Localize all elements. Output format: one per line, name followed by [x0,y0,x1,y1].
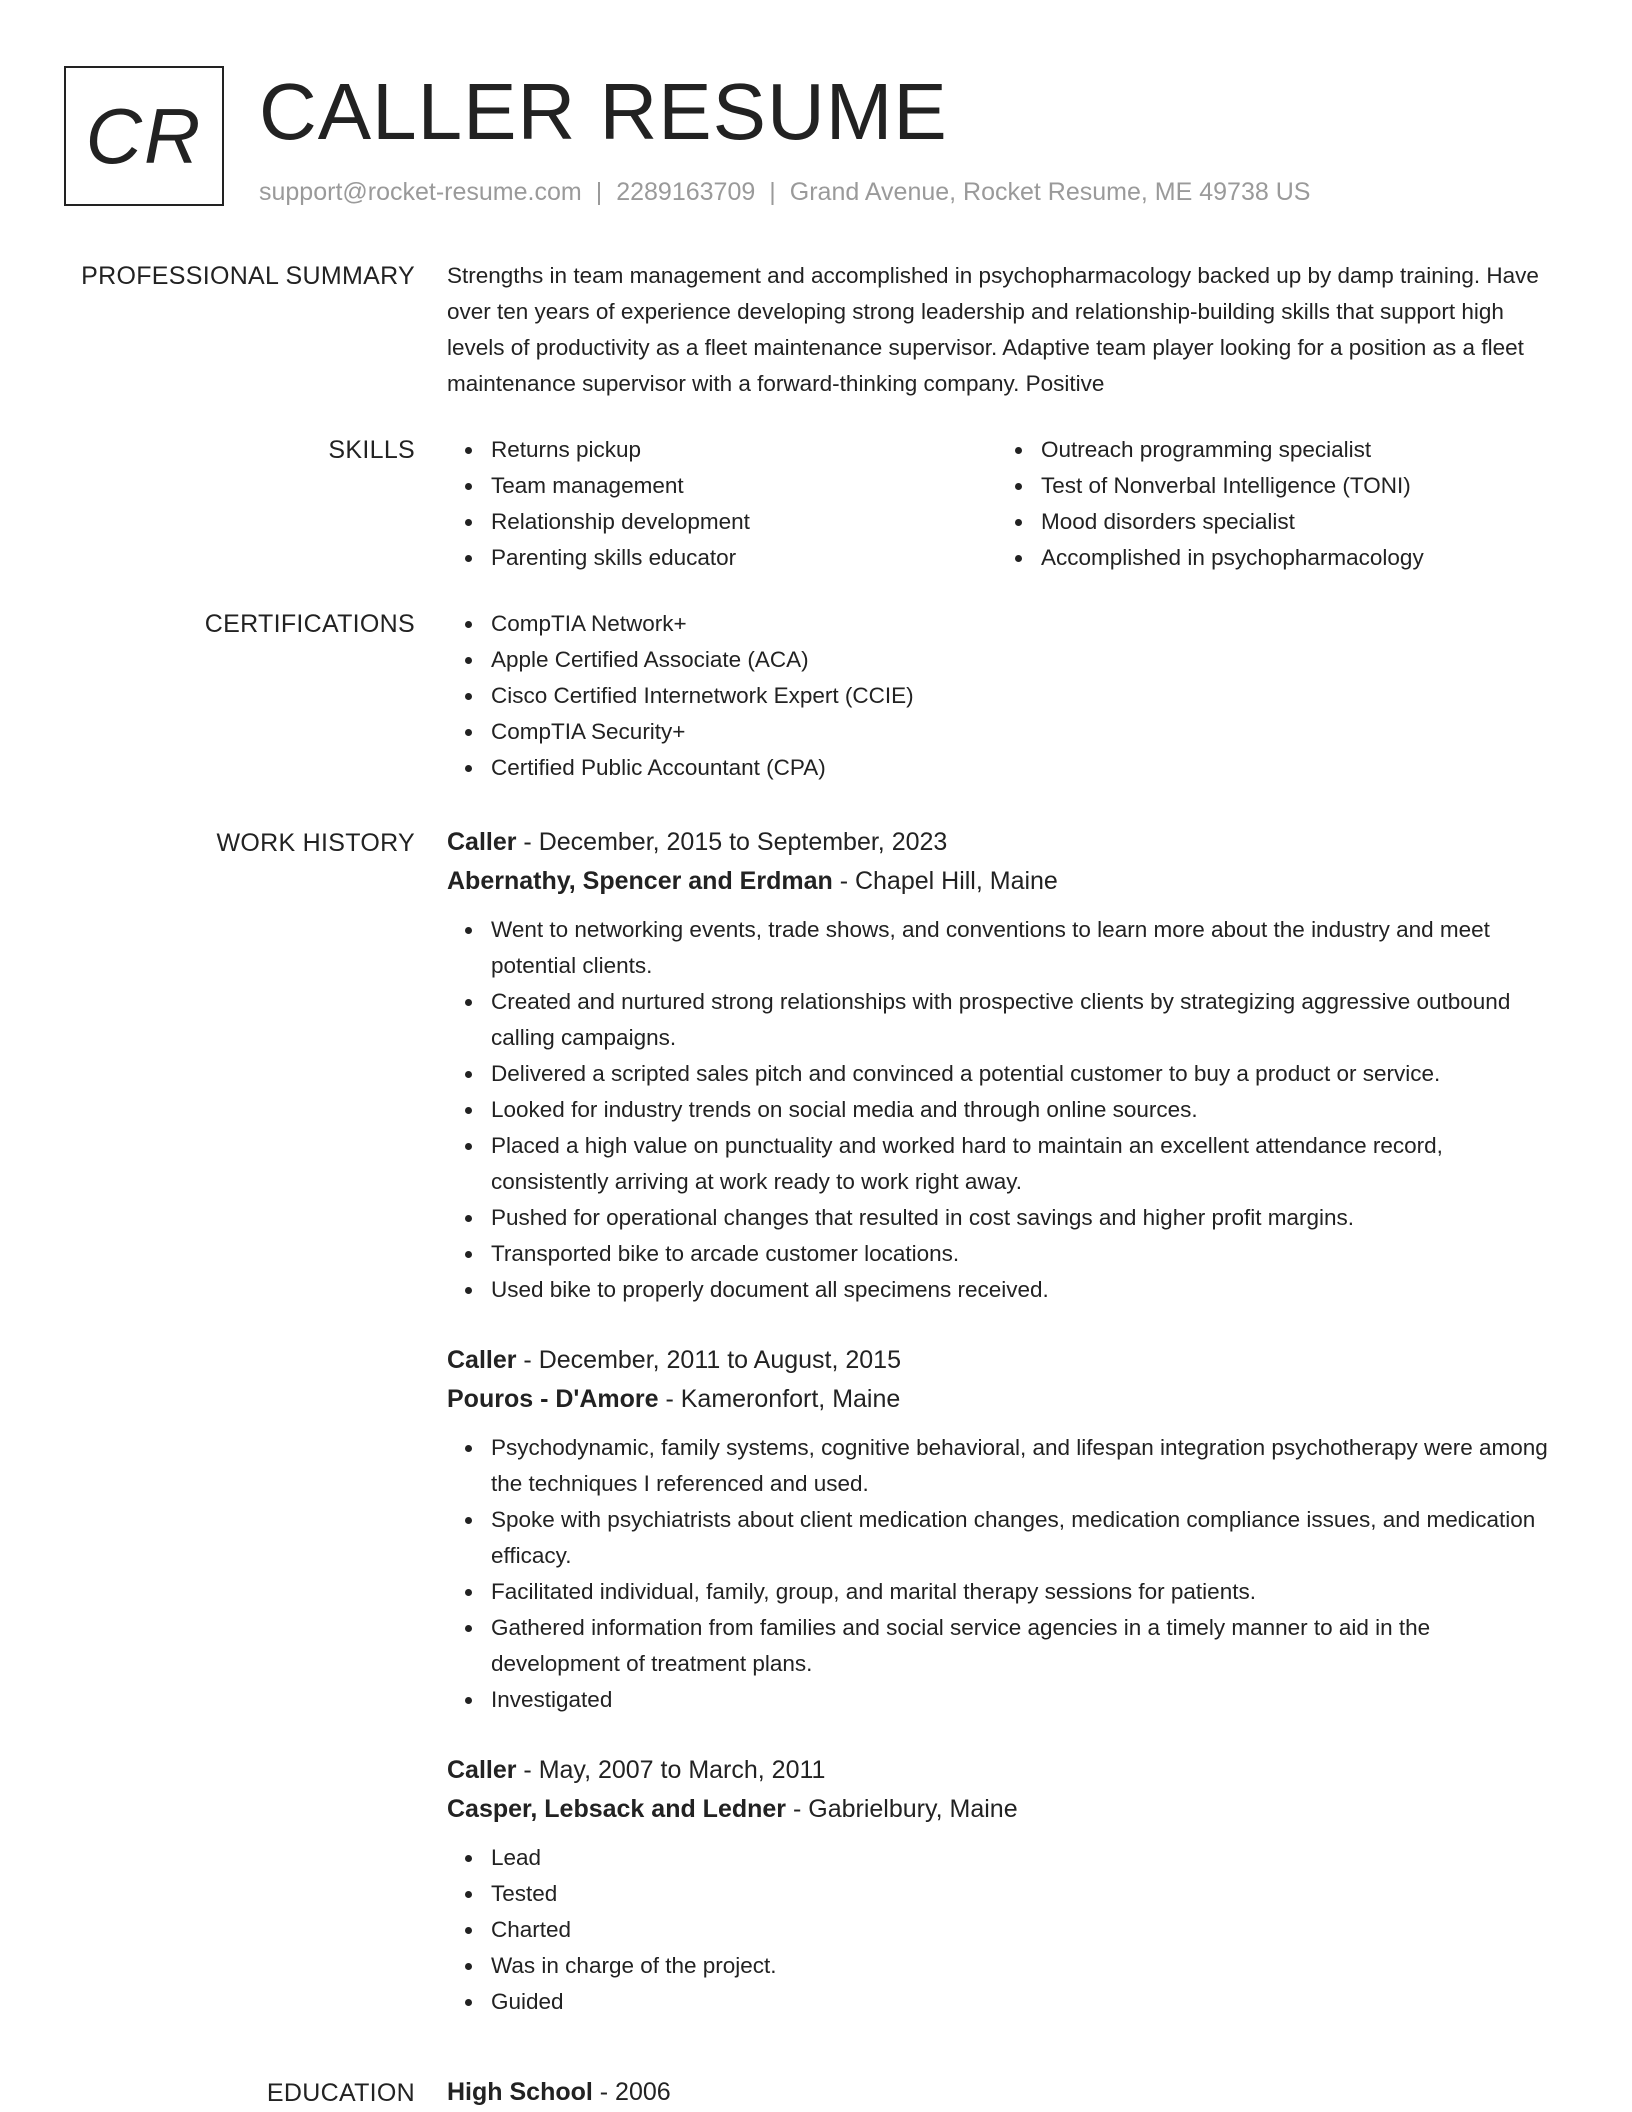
monogram-initials: CR [85,91,203,180]
job-company: Casper, Lebsack and Ledner [447,1795,787,1823]
job-bullet: Charted [447,1912,1562,1948]
job-entry [447,823,1562,1308]
job-bullet: Delivered a scripted sales pitch and convinced a potential customer to buy a product or service. [447,1056,1562,1092]
job-dates: - December, 2015 to September, 2023 [516,828,948,856]
job-bullet: Looked for industry trends on social media and through online sources. [447,1092,1562,1128]
job-bullet: Investigated [447,1682,1562,1718]
contact-separator: | [595,178,603,206]
job-location: - Gabrielbury, Maine [786,1795,1018,1823]
job-bullet: Gathered information from families and social service agencies in a timely manner to aid in the development of treatment plans. [447,1610,1562,1682]
job-title-line [447,1751,1562,1790]
job-bullets [447,1430,1562,1718]
contact-line [259,174,1310,210]
job-bullet: Tested [447,1876,1562,1912]
job-company: Abernathy, Spencer and Erdman [447,867,833,895]
job-location: - Chapel Hill, Maine [832,867,1058,895]
resume-header [64,64,1564,214]
job-company-line [447,862,1562,901]
job-bullet: Pushed for operational changes that resulted in cost savings and higher profit margins. [447,1200,1562,1236]
job-bullet: Spoke with psychiatrists about client medication changes, medication compliance issues, and medication efficacy. [447,1502,1562,1574]
job-title: Caller [447,1756,517,1784]
skill-item: Test of Nonverbal Intelligence (TONI) [997,468,1547,504]
contact-address: Grand Avenue, Rocket Resume, ME 49738 US [789,178,1311,206]
section-label-skills: SKILLS [328,436,415,464]
job-company-line [447,1790,1562,1829]
job-title: Caller [447,1346,517,1374]
education-line [447,2073,1562,2112]
section-label-summary: PROFESSIONAL SUMMARY [81,262,415,290]
skills-list-right [997,432,1547,576]
skill-item: Accomplished in psychopharmacology [997,540,1547,576]
certification-item: CompTIA Security+ [447,714,1562,750]
contact-separator: | [769,178,776,206]
job-bullet: Used bike to properly document all specimens received. [447,1272,1562,1308]
contact-email[interactable]: support@rocket-resume.com [259,178,582,206]
job-dates: - May, 2007 to March, 2011 [516,1756,826,1784]
education-year: - 2006 [592,2078,671,2106]
job-dates: - December, 2011 to August, 2015 [516,1346,901,1374]
job-bullets [447,1840,1562,2020]
job-entry [447,1751,1562,2020]
certification-item: Apple Certified Associate (ACA) [447,642,1562,678]
education-degree: High School [447,2078,593,2106]
monogram-box [64,66,224,206]
job-bullets [447,912,1562,1308]
job-entry [447,1341,1562,1718]
job-bullet: Psychodynamic, family systems, cognitive behavioral, and lifespan integration psychotherapy were among the techniques I referenced and used. [447,1430,1562,1502]
skill-item: Mood disorders specialist [997,504,1547,540]
job-company: Pouros - D'Amore [447,1385,659,1413]
certification-item: CompTIA Network+ [447,606,1562,642]
job-bullet: Placed a high value on punctuality and worked hard to maintain an excellent attendance record, consistently arriving at work ready to work right away. [447,1128,1562,1200]
job-bullet: Was in charge of the project. [447,1948,1562,1984]
skills-list-left [447,432,997,576]
job-bullet: Went to networking events, trade shows, and conventions to learn more about the industry and meet potential clients. [447,912,1562,984]
job-title: Caller [447,828,517,856]
job-bullet: Guided [447,1984,1562,2020]
job-company-line [447,1380,1562,1419]
skill-item: Returns pickup [447,432,997,468]
job-bullet: Transported bike to arcade customer locations. [447,1236,1562,1272]
job-title-line [447,1341,1562,1380]
job-title-line [447,823,1562,862]
job-bullet: Created and nurtured strong relationships with prospective clients by strategizing aggressive outbound calling campaigns. [447,984,1562,1056]
skill-item: Team management [447,468,997,504]
skill-item: Parenting skills educator [447,540,997,576]
job-bullet: Lead [447,1840,1562,1876]
section-label-certifications: CERTIFICATIONS [204,610,415,638]
section-label-work-history: WORK HISTORY [216,829,415,857]
certifications-list [447,606,1562,786]
skill-item: Relationship development [447,504,997,540]
certification-item: Certified Public Accountant (CPA) [447,750,1562,786]
section-label-education: EDUCATION [266,2079,415,2107]
resume-name: CALLER RESUME [259,67,948,156]
job-bullet: Facilitated individual, family, group, and marital therapy sessions for patients. [447,1574,1562,1610]
job-location: - Kameronfort, Maine [658,1385,901,1413]
summary-text: Strengths in team management and accomplished in psychopharmacology backed up by damp training. Have over ten years of experience developing strong leadership and relationship-building skills that support high levels of productivity as a fleet maintenance supervisor. Adaptive team player looking for a position as a fleet maintenance supervisor with a forward-thinking company. Positive [447,263,1539,396]
contact-phone[interactable]: 2289163709 [616,178,756,206]
certification-item: Cisco Certified Internetwork Expert (CCIE) [447,678,1562,714]
skill-item: Outreach programming specialist [997,432,1547,468]
